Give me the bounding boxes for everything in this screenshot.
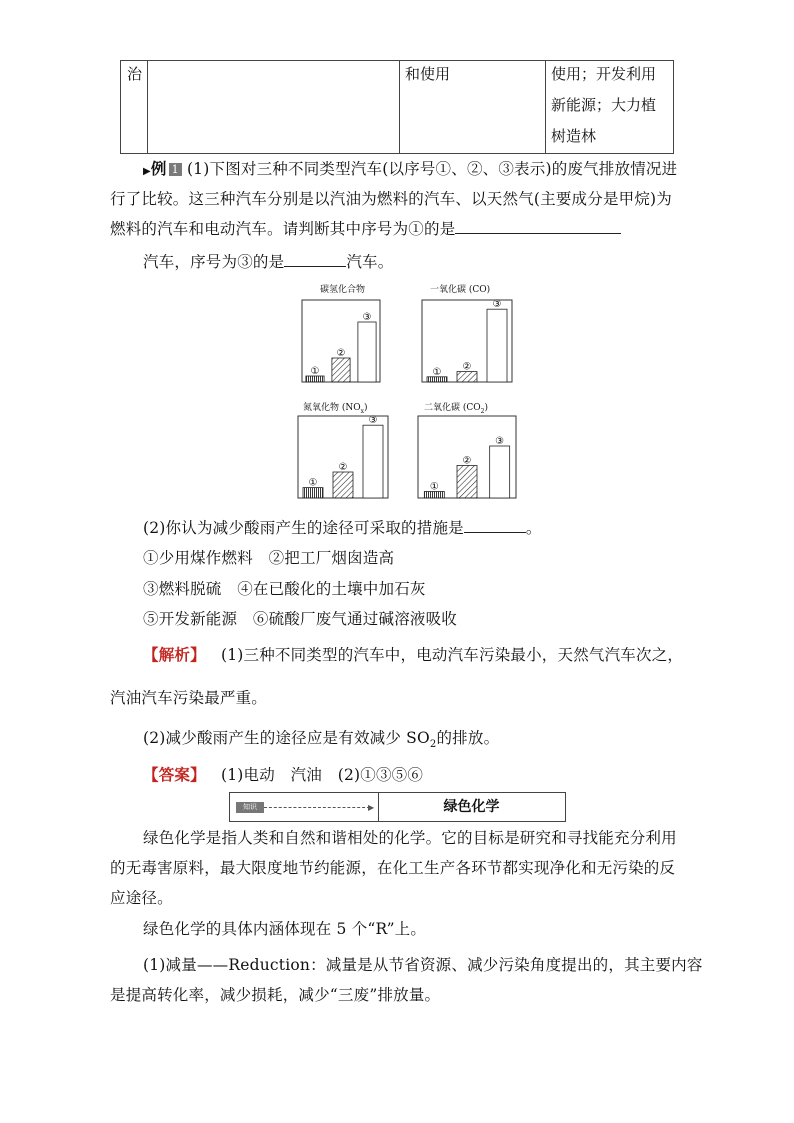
table-divider: [147, 61, 148, 153]
table-cell-4-line2: 新能源；大力植: [551, 96, 657, 114]
answer-text: (1)电动 汽油 (2)①③⑤⑥: [220, 766, 424, 784]
chart-bar: [363, 425, 383, 498]
q1-text-4a: 汽车，序号为③的是: [143, 253, 285, 271]
chart-bar-label: ③: [495, 436, 505, 447]
example-question-line3: [110, 217, 621, 239]
body-p1-line3: 应途径。: [110, 889, 173, 907]
analysis-label: 【解析】: [143, 645, 206, 664]
table-cell-4-line3: 树造林: [551, 127, 597, 145]
option-line-1: ①少用煤作燃料 ②把工厂烟囱造高: [143, 549, 395, 567]
chart-bar: [487, 309, 507, 382]
example-label: 例: [150, 159, 167, 178]
answer-label: 【答案】: [143, 765, 206, 784]
body-p1-line1: 绿色化学是指人类和自然和谐相处的化学。它的目标是研究和寻找能充分利用: [143, 829, 677, 847]
table-cell-3: 和使用: [405, 65, 451, 83]
answer-blank-2[interactable]: [284, 252, 346, 267]
q2-text: (2)你认为减少酸雨产生的途径可采取的措施是: [143, 519, 464, 537]
example-number: 1: [169, 163, 182, 176]
chart-bar-label: ①: [429, 481, 439, 493]
q2-line: [143, 516, 542, 538]
chart-bar-label: ①: [308, 477, 318, 489]
chart-2-title: 一氧化碳 (CO): [430, 285, 491, 295]
q1-text-4b: 汽车。: [346, 253, 394, 271]
chart-bar-label: ②: [462, 455, 472, 467]
chart-bar-label: ②: [338, 462, 348, 473]
table-fragment: [120, 60, 674, 154]
chart-1-title: 碳氢化合物: [320, 285, 366, 295]
q1-text-1: (1)下图对三种不同类型汽车(以序号①、②、③表示)的废气排放情况进: [186, 160, 678, 178]
analysis-text-3-sub: 2: [429, 739, 437, 751]
chart-bar-label: ③: [362, 312, 372, 323]
table-cell-1: 治: [127, 65, 143, 83]
example-question-line1: [143, 157, 677, 179]
chart-3-title: 氮氧化物 $(NO_x)$: [303, 403, 368, 415]
option-line-3: ⑤开发新能源 ⑥硫酸厂废气通过碱溶液吸收: [143, 610, 458, 628]
example-marker-icon: ▶: [143, 166, 151, 177]
q2-end: 。: [525, 519, 542, 537]
table-cell-4-line1: 使用；开发利用: [551, 65, 657, 83]
body-p3-line1: (1)减量——Reduction：减量是从节省资源、减少污染角度提出的，其主要内容: [143, 956, 703, 974]
section-tag: 知识: [236, 802, 264, 813]
chart-bar: [303, 488, 323, 498]
answer-blank-1[interactable]: [455, 219, 621, 234]
chart-bar-label: ①: [310, 366, 320, 377]
analysis-line3: [143, 726, 499, 750]
table-divider: [399, 61, 400, 153]
analysis-text-3b: 的排放。: [436, 729, 500, 747]
chart-bar-label: ③: [368, 415, 378, 427]
chart-bar: [333, 472, 353, 498]
answer-line: [143, 763, 423, 785]
analysis-line1: [143, 643, 683, 665]
chart-bar-label: ①: [432, 366, 442, 378]
body-p2: 绿色化学的具体内涵体现在 5 个“R”上。: [143, 920, 427, 938]
analysis-text-2: 汽油汽车污染最严重。: [110, 689, 268, 707]
section-arrow: [264, 807, 370, 808]
table-divider: [545, 61, 546, 153]
body-p3-line2: 是提高转化率，减少损耗，减少“三废”排放量。: [110, 986, 441, 1004]
q1-text-2: 行了比较。这三种汽车分别是以汽油为燃料的汽车、以天然气(主要成分是甲烷)为: [110, 190, 672, 208]
chart-bar-label: ②: [462, 361, 472, 373]
example-question-line4: [143, 250, 393, 272]
option-line-2: ③燃料脱硫 ④在已酸化的土壤中加石灰: [143, 580, 426, 598]
section-header: [229, 792, 566, 822]
section-title: 绿色化学: [443, 799, 500, 815]
analysis-text-1: (1)三种不同类型的汽车中，电动汽车污染最小，天然气汽车次之，: [220, 646, 684, 664]
chart-bar: [457, 466, 477, 499]
chart-bar-label: ③: [492, 299, 502, 311]
chart-bar: [490, 446, 510, 498]
answer-blank-3[interactable]: [464, 518, 526, 533]
body-p1-line2: 的无毒害原料，最大限度地节约能源，在化工生产各环节都实现净化和无污染的反: [110, 859, 676, 877]
chart-bar: [358, 322, 376, 382]
q1-text-3: 燃料的汽车和电动汽车。请判断其中序号为①的是: [110, 220, 456, 238]
chart-bar: [332, 358, 350, 382]
chart-4-title: 二氧化碳 $(CO_2)$: [424, 403, 488, 415]
emission-charts: [290, 282, 530, 502]
arrow-head-icon: ▶: [368, 803, 375, 812]
analysis-text-3a: (2)减少酸雨产生的途径应是有效减少 SO: [143, 729, 430, 747]
chart-bar: [457, 372, 477, 382]
chart-bar-label: ②: [336, 348, 346, 359]
